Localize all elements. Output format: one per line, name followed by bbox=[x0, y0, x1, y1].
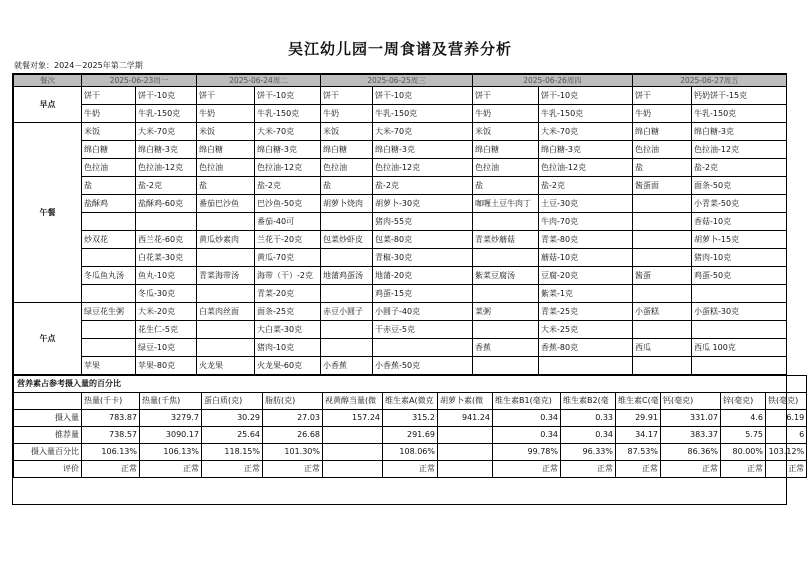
dish-name: 火龙果 bbox=[197, 357, 255, 375]
ingredient: 大米-70克 bbox=[539, 123, 633, 141]
dish-name bbox=[197, 285, 255, 303]
ingredient bbox=[539, 357, 633, 375]
nutrition-value: 738.57 bbox=[82, 427, 140, 444]
nutrition-value: 383.37 bbox=[661, 427, 721, 444]
ingredient: 盐-2克 bbox=[373, 177, 473, 195]
ingredient: 大米-70克 bbox=[255, 123, 321, 141]
dish-name bbox=[473, 249, 539, 267]
dish-name: 小蛋糕 bbox=[633, 303, 692, 321]
ingredient bbox=[692, 321, 787, 339]
header-day: 2025-06-25周三 bbox=[321, 75, 473, 87]
dish-name: 西瓜 bbox=[633, 339, 692, 357]
dish-name bbox=[633, 249, 692, 267]
ingredient: 鸡蛋-15克 bbox=[373, 285, 473, 303]
nutrient-column-header: 铁(毫克) bbox=[766, 393, 807, 410]
lunch-row bbox=[14, 123, 787, 141]
ingredient: 盐-2克 bbox=[136, 177, 197, 195]
nutrition-value: 783.87 bbox=[82, 410, 140, 427]
ingredient: 绵白糖-3克 bbox=[539, 141, 633, 159]
snack-row bbox=[14, 357, 787, 375]
nutrition-header-row bbox=[14, 393, 807, 410]
ingredient: 盐-2克 bbox=[539, 177, 633, 195]
ingredient: 鱼丸-10克 bbox=[136, 267, 197, 285]
dish-name: 米饭 bbox=[197, 123, 255, 141]
ingredient: 香蕉-80克 bbox=[539, 339, 633, 357]
nutrition-value: 6 bbox=[766, 427, 807, 444]
dish-name: 苹果 bbox=[82, 357, 136, 375]
ingredient: 钙奶饼干-15克 bbox=[692, 87, 787, 105]
snack-row bbox=[14, 321, 787, 339]
ingredient: 大米-70克 bbox=[373, 123, 473, 141]
ingredient: 大米-70克 bbox=[136, 123, 197, 141]
dish-name bbox=[321, 339, 373, 357]
ingredient: 土豆-30克 bbox=[539, 195, 633, 213]
snack-row bbox=[14, 339, 787, 357]
dish-name bbox=[633, 357, 692, 375]
nutrition-value bbox=[438, 461, 493, 478]
ingredient: 西瓜 100克 bbox=[692, 339, 787, 357]
ingredient: 火龙果-60克 bbox=[255, 357, 321, 375]
ingredient: 色拉油-12克 bbox=[692, 141, 787, 159]
dish-name bbox=[633, 321, 692, 339]
dish-name: 青菜海带汤 bbox=[197, 267, 255, 285]
dish-name bbox=[197, 339, 255, 357]
ingredient: 盐-2克 bbox=[255, 177, 321, 195]
lunch-row bbox=[14, 159, 787, 177]
nutrition-value: 正常 bbox=[263, 461, 323, 478]
dish-name: 米饭 bbox=[473, 123, 539, 141]
nutrition-value: 108.06% bbox=[383, 444, 438, 461]
nutrition-row-label: 推荐量 bbox=[14, 427, 82, 444]
dish-name bbox=[82, 213, 136, 231]
nutrition-value: 正常 bbox=[383, 461, 438, 478]
nutrient-column-header: 维生素B2(毫 bbox=[561, 393, 616, 410]
ingredient: 牛乳-150克 bbox=[692, 105, 787, 123]
nutrient-column-header: 钙(毫克) bbox=[661, 393, 721, 410]
ingredient: 兰花干-20克 bbox=[255, 231, 321, 249]
nutrition-value: 正常 bbox=[661, 461, 721, 478]
dish-name: 盐 bbox=[473, 177, 539, 195]
nutrition-value: 正常 bbox=[202, 461, 263, 478]
nutrition-value: 正常 bbox=[721, 461, 766, 478]
nutrient-column-header: 蛋白质(克) bbox=[202, 393, 263, 410]
lunch-row bbox=[14, 195, 787, 213]
nutrition-value: 27.03 bbox=[263, 410, 323, 427]
dish-name: 牛奶 bbox=[321, 105, 373, 123]
nutrition-value: 25.64 bbox=[202, 427, 263, 444]
dish-name: 青菜炒蘑菇 bbox=[473, 231, 539, 249]
dish-name: 米饭 bbox=[82, 123, 136, 141]
breakfast-row bbox=[14, 87, 787, 105]
ingredient: 西兰花-60克 bbox=[136, 231, 197, 249]
menu-sheet bbox=[12, 73, 805, 505]
nutrition-value: 0.34 bbox=[493, 410, 561, 427]
ingredient: 青菜-80克 bbox=[539, 231, 633, 249]
dish-name bbox=[197, 213, 255, 231]
dish-name bbox=[473, 321, 539, 339]
ingredient: 绵白糖-3克 bbox=[136, 141, 197, 159]
ingredient: 胡萝卜-15克 bbox=[692, 231, 787, 249]
nutrition-value: 6.19 bbox=[766, 410, 807, 427]
dish-name: 包菜炒虾皮 bbox=[321, 231, 373, 249]
dining-target: 就餐对象：2024－2025年第二学期 bbox=[14, 61, 143, 70]
ingredient: 青椒-30克 bbox=[373, 249, 473, 267]
ingredient: 牛乳-150克 bbox=[136, 105, 197, 123]
nutrition-value: 101.30% bbox=[263, 444, 323, 461]
menu-table bbox=[13, 74, 787, 375]
dish-name bbox=[82, 339, 136, 357]
dish-name: 咖喱土豆牛肉丁 bbox=[473, 195, 539, 213]
ingredient: 猪肉-10克 bbox=[692, 249, 787, 267]
lunch-row bbox=[14, 141, 787, 159]
ingredient: 色拉油-12克 bbox=[136, 159, 197, 177]
dish-name: 色拉油 bbox=[473, 159, 539, 177]
breakfast-row bbox=[14, 105, 787, 123]
nutrient-column-header: 视黄醇当量(微 bbox=[323, 393, 383, 410]
nutrition-value: 157.24 bbox=[323, 410, 383, 427]
ingredient: 盐-2克 bbox=[692, 159, 787, 177]
ingredient: 大米-20克 bbox=[136, 303, 197, 321]
ingredient: 牛乳-150克 bbox=[539, 105, 633, 123]
dish-name: 饼干 bbox=[82, 87, 136, 105]
dish-name: 饼干 bbox=[321, 87, 373, 105]
dish-name bbox=[473, 357, 539, 375]
nutrition-value: 26.68 bbox=[263, 427, 323, 444]
dish-name: 紫菜豆腐汤 bbox=[473, 267, 539, 285]
nutrition-value: 291.69 bbox=[383, 427, 438, 444]
dish-name bbox=[82, 285, 136, 303]
nutrition-value: 29.91 bbox=[616, 410, 661, 427]
nutrient-column-header: 维生素C(毫 bbox=[616, 393, 661, 410]
ingredient: 鸡蛋-50克 bbox=[692, 267, 787, 285]
nutrient-column-header: 热量(千卡) bbox=[82, 393, 140, 410]
dish-name: 牛奶 bbox=[473, 105, 539, 123]
dish-name bbox=[321, 285, 373, 303]
lunch-row bbox=[14, 231, 787, 249]
nutrition-value: 正常 bbox=[140, 461, 202, 478]
dish-name bbox=[633, 195, 692, 213]
ingredient: 面条-50克 bbox=[692, 177, 787, 195]
nutrition-row-label: 摄入量 bbox=[14, 410, 82, 427]
dish-name bbox=[473, 285, 539, 303]
nutrition-row-label: 评价 bbox=[14, 461, 82, 478]
nutrition-value: 86.36% bbox=[661, 444, 721, 461]
header-day: 2025-06-26周四 bbox=[473, 75, 633, 87]
ingredient: 色拉油-12克 bbox=[539, 159, 633, 177]
nutrition-row-label: 摄入量百分比 bbox=[14, 444, 82, 461]
ingredient bbox=[373, 339, 473, 357]
nutrition-value: 0.33 bbox=[561, 410, 616, 427]
dish-name: 绿豆花生粥 bbox=[82, 303, 136, 321]
header-row bbox=[14, 75, 787, 87]
nutrition-row bbox=[14, 410, 807, 427]
ingredient: 饼干-10克 bbox=[255, 87, 321, 105]
dish-name: 盐 bbox=[197, 177, 255, 195]
dish-name: 绵白糖 bbox=[473, 141, 539, 159]
dish-name bbox=[82, 249, 136, 267]
ingredient: 牛乳-150克 bbox=[373, 105, 473, 123]
nutrition-value: 0.34 bbox=[561, 427, 616, 444]
dish-name: 小香蕉 bbox=[321, 357, 373, 375]
ingredient: 海带（干）-2克 bbox=[255, 267, 321, 285]
nutrition-value: 34.17 bbox=[616, 427, 661, 444]
nutrition-value bbox=[323, 461, 383, 478]
nutrient-column-header: 脂肪(克) bbox=[263, 393, 323, 410]
dish-name: 盐 bbox=[321, 177, 373, 195]
lunch-row bbox=[14, 285, 787, 303]
ingredient: 色拉油-12克 bbox=[255, 159, 321, 177]
meal-label-lunch: 午餐 bbox=[14, 123, 82, 303]
nutrition-value: 3279.7 bbox=[140, 410, 202, 427]
dish-name: 色拉油 bbox=[633, 141, 692, 159]
dish-name bbox=[82, 321, 136, 339]
nutrition-row bbox=[14, 427, 807, 444]
ingredient: 饼干-10克 bbox=[373, 87, 473, 105]
nutrient-column-header: 热量(千焦) bbox=[140, 393, 202, 410]
nutrition-value: 99.78% bbox=[493, 444, 561, 461]
nutrition-value: 941.24 bbox=[438, 410, 493, 427]
ingredient: 色拉油-12克 bbox=[373, 159, 473, 177]
dish-name: 色拉油 bbox=[321, 159, 373, 177]
ingredient bbox=[692, 357, 787, 375]
nutrition-value: 正常 bbox=[82, 461, 140, 478]
nutrient-column-header: 锌(毫克) bbox=[721, 393, 766, 410]
ingredient: 干赤豆-5克 bbox=[373, 321, 473, 339]
nutrient-column-header: 维生素A(微克 bbox=[383, 393, 438, 410]
ingredient: 胡萝卜-30克 bbox=[373, 195, 473, 213]
ingredient: 饼干-10克 bbox=[136, 87, 197, 105]
dish-name: 地蒲鸡蛋汤 bbox=[321, 267, 373, 285]
nutrition-value: 103.12% bbox=[766, 444, 807, 461]
ingredient: 香菇-10克 bbox=[692, 213, 787, 231]
dish-name bbox=[633, 231, 692, 249]
dish-name bbox=[633, 285, 692, 303]
dish-name bbox=[197, 249, 255, 267]
nutrition-value: 0.34 bbox=[493, 427, 561, 444]
dish-name: 赤豆小圆子 bbox=[321, 303, 373, 321]
ingredient: 大白菜-30克 bbox=[255, 321, 321, 339]
ingredient: 紫菜-1克 bbox=[539, 285, 633, 303]
nutrition-value: 4.6 bbox=[721, 410, 766, 427]
dish-name: 饼干 bbox=[197, 87, 255, 105]
dish-name: 胡萝卜烧肉 bbox=[321, 195, 373, 213]
ingredient: 牛乳-150克 bbox=[255, 105, 321, 123]
ingredient: 饼干-10克 bbox=[539, 87, 633, 105]
nutrient-column-header: 胡萝卜素(微 bbox=[438, 393, 493, 410]
nutrition-value: 正常 bbox=[561, 461, 616, 478]
ingredient: 小蛋糕-30克 bbox=[692, 303, 787, 321]
header-day: 2025-06-27周五 bbox=[633, 75, 787, 87]
ingredient: 绵白糖-3克 bbox=[255, 141, 321, 159]
ingredient: 包菜-80克 bbox=[373, 231, 473, 249]
ingredient: 小圆子-40克 bbox=[373, 303, 473, 321]
nutrition-value: 正常 bbox=[493, 461, 561, 478]
dish-name: 炒双花 bbox=[82, 231, 136, 249]
header-day: 2025-06-24周二 bbox=[197, 75, 321, 87]
ingredient: 蘑菇-10克 bbox=[539, 249, 633, 267]
ingredient: 巴沙鱼-50克 bbox=[255, 195, 321, 213]
header-day: 2025-06-23周一 bbox=[82, 75, 197, 87]
dish-name bbox=[633, 213, 692, 231]
nutrition-row bbox=[14, 444, 807, 461]
dish-name: 色拉油 bbox=[197, 159, 255, 177]
dish-name bbox=[321, 249, 373, 267]
nutrition-corner bbox=[14, 393, 82, 410]
nutrition-value bbox=[323, 444, 383, 461]
dish-name: 绵白糖 bbox=[197, 141, 255, 159]
dish-name: 酱蛋面 bbox=[633, 177, 692, 195]
nutrition-value: 87.53% bbox=[616, 444, 661, 461]
ingredient: 牛肉-70克 bbox=[539, 213, 633, 231]
dish-name: 盐 bbox=[82, 177, 136, 195]
ingredient: 苹果-80克 bbox=[136, 357, 197, 375]
dish-name: 香蕉 bbox=[473, 339, 539, 357]
ingredient: 绵白糖-3克 bbox=[373, 141, 473, 159]
dish-name: 白菜肉丝面 bbox=[197, 303, 255, 321]
dish-name bbox=[473, 213, 539, 231]
nutrition-value: 30.29 bbox=[202, 410, 263, 427]
nutrition-value: 106.13% bbox=[82, 444, 140, 461]
ingredient: 面条-25克 bbox=[255, 303, 321, 321]
dish-name bbox=[321, 321, 373, 339]
meal-label-breakfast: 早点 bbox=[14, 87, 82, 123]
nutrition-value: 315.2 bbox=[383, 410, 438, 427]
nutrition-value: 331.07 bbox=[661, 410, 721, 427]
dish-name: 黄瓜炒素肉 bbox=[197, 231, 255, 249]
page-title: 吴江幼儿园一周食谱及营养分析 bbox=[287, 40, 512, 58]
ingredient: 花生仁-5克 bbox=[136, 321, 197, 339]
ingredient: 白花菜-30克 bbox=[136, 249, 197, 267]
dish-name: 绵白糖 bbox=[633, 123, 692, 141]
nutrition-value bbox=[323, 427, 383, 444]
nutrition-value: 5.75 bbox=[721, 427, 766, 444]
snack-row bbox=[14, 303, 787, 321]
dish-name bbox=[197, 321, 255, 339]
dish-name: 酱蛋 bbox=[633, 267, 692, 285]
ingredient: 小香蕉-50克 bbox=[373, 357, 473, 375]
ingredient: 大米-25克 bbox=[539, 321, 633, 339]
ingredient: 豆腐-20克 bbox=[539, 267, 633, 285]
dish-name: 饼干 bbox=[633, 87, 692, 105]
ingredient: 冬瓜-30克 bbox=[136, 285, 197, 303]
ingredient: 猪肉-55克 bbox=[373, 213, 473, 231]
nutrition-value bbox=[438, 444, 493, 461]
nutrition-value: 118.15% bbox=[202, 444, 263, 461]
ingredient: 盐酥鸡-60克 bbox=[136, 195, 197, 213]
dish-name: 色拉油 bbox=[82, 159, 136, 177]
ingredient: 绿豆-10克 bbox=[136, 339, 197, 357]
nutrition-section-title: 营养素占参考摄入量的百分比 bbox=[14, 376, 807, 393]
meal-label-snack: 午点 bbox=[14, 303, 82, 375]
nutrition-value: 正常 bbox=[766, 461, 807, 478]
nutrition-value: 正常 bbox=[616, 461, 661, 478]
dish-name: 绵白糖 bbox=[321, 141, 373, 159]
dish-name: 盐酥鸡 bbox=[82, 195, 136, 213]
header-meal: 餐次 bbox=[14, 75, 82, 87]
nutrition-title-row bbox=[14, 376, 807, 393]
nutrition-value: 106.13% bbox=[140, 444, 202, 461]
nutrition-table bbox=[13, 375, 807, 478]
dish-name: 番茄巴沙鱼 bbox=[197, 195, 255, 213]
nutrition-value bbox=[438, 427, 493, 444]
nutrition-row bbox=[14, 461, 807, 478]
ingredient: 番茄-40可 bbox=[255, 213, 321, 231]
dish-name: 绵白糖 bbox=[82, 141, 136, 159]
ingredient: 青菜-25克 bbox=[539, 303, 633, 321]
nutrient-column-header: 维生素B1(毫克) bbox=[493, 393, 561, 410]
nutrition-value: 80.00% bbox=[721, 444, 766, 461]
dish-name: 牛奶 bbox=[197, 105, 255, 123]
ingredient bbox=[692, 285, 787, 303]
lunch-row bbox=[14, 249, 787, 267]
lunch-row bbox=[14, 213, 787, 231]
dish-name: 盐 bbox=[633, 159, 692, 177]
dish-name bbox=[321, 213, 373, 231]
ingredient: 绵白糖-3克 bbox=[692, 123, 787, 141]
ingredient: 青菜-20克 bbox=[255, 285, 321, 303]
dish-name: 牛奶 bbox=[633, 105, 692, 123]
lunch-row bbox=[14, 177, 787, 195]
dish-name: 冬瓜鱼丸汤 bbox=[82, 267, 136, 285]
ingredient: 黄瓜-70克 bbox=[255, 249, 321, 267]
nutrition-value: 96.33% bbox=[561, 444, 616, 461]
dish-name: 米饭 bbox=[321, 123, 373, 141]
ingredient bbox=[136, 213, 197, 231]
ingredient: 地蒲-20克 bbox=[373, 267, 473, 285]
nutrition-value: 3090.17 bbox=[140, 427, 202, 444]
ingredient: 小青菜-50克 bbox=[692, 195, 787, 213]
ingredient: 猪肉-10克 bbox=[255, 339, 321, 357]
dish-name: 牛奶 bbox=[82, 105, 136, 123]
dish-name: 饼干 bbox=[473, 87, 539, 105]
lunch-row bbox=[14, 267, 787, 285]
dish-name: 菜粥 bbox=[473, 303, 539, 321]
